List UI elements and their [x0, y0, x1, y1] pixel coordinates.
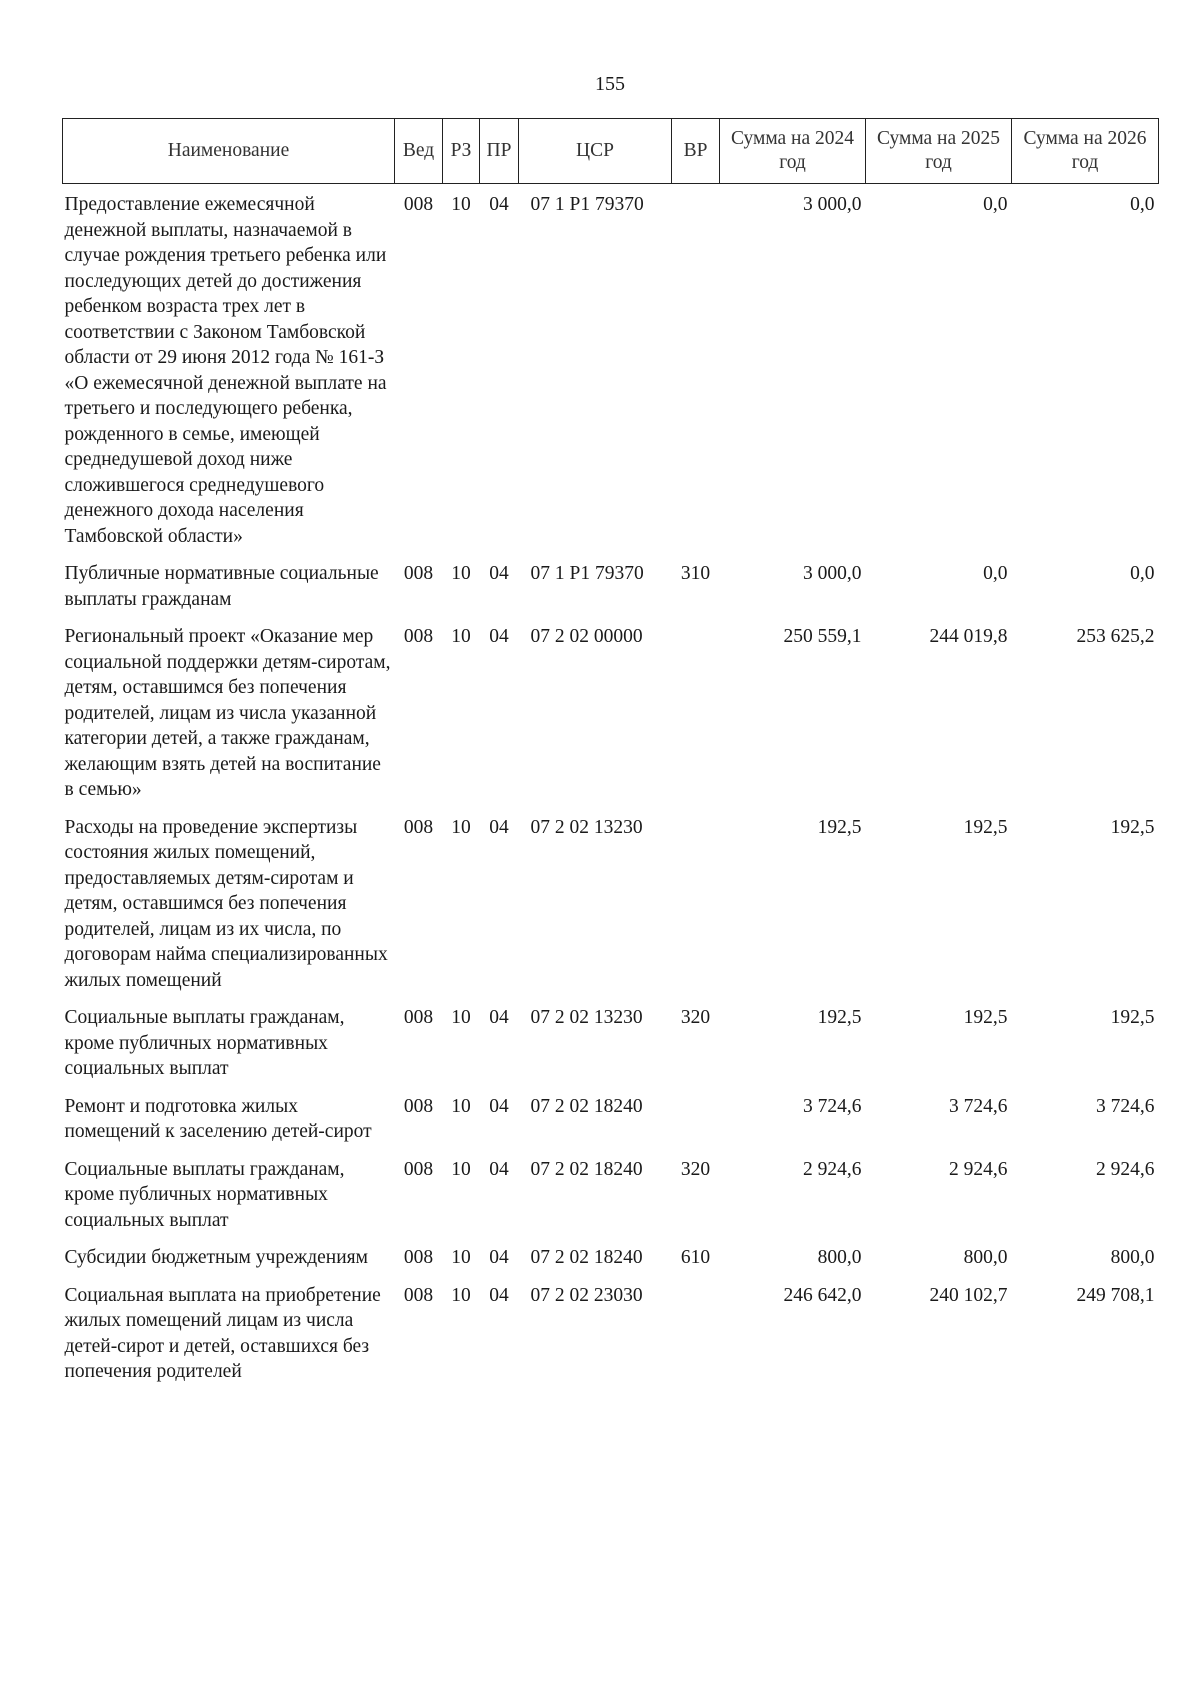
row-vr: [672, 1275, 720, 1389]
row-rz: 10: [451, 1247, 471, 1268]
table-row: [63, 1086, 1159, 1149]
row-rz: 10: [451, 563, 471, 584]
row-pr: 04: [489, 1158, 509, 1180]
row-ved: 008: [403, 1095, 434, 1117]
row-sum-2024: 3 724,6: [803, 1095, 862, 1117]
row-pr: 04: [489, 1247, 509, 1268]
row-sum-2026: 0,0: [1130, 563, 1155, 584]
row-vr: [672, 807, 720, 998]
row-vr: [672, 184, 720, 554]
row-csr: 07 2 02 13230: [530, 1007, 643, 1028]
row-sum-2024: 3 000,0: [803, 563, 862, 584]
header-sum-2024: Сумма на 2024 год: [720, 119, 866, 184]
row-vr: [672, 616, 720, 807]
header-rz: РЗ: [443, 119, 480, 184]
row-rz: 10: [451, 194, 471, 215]
row-ved: 008: [403, 1284, 434, 1306]
row-csr: 07 2 02 13230: [530, 816, 643, 838]
table-row: [63, 553, 1159, 616]
row-sum-2026: 2 924,6: [1096, 1158, 1155, 1180]
header-row: [63, 119, 1159, 184]
row-pr: 04: [489, 1095, 509, 1117]
header-csr: ЦСР: [519, 119, 672, 184]
row-pr: 04: [489, 626, 509, 647]
row-sum-2026: 192,5: [1110, 816, 1155, 838]
header-name: Наименование: [63, 119, 395, 184]
row-name: Предоставление ежемесячной денежной выплаты, назначаемой в случае рождения третьего ребенка или последующих детей до достижения ребенком возраста трех лет в соответствии с Законом Тамбовской области от 29 июня 2012 года № 161-З «О ежемесячной денежной выплате на третьего и последующего ребенка, рожденного в семье, имеющей среднедушевой доход ниже сложившегося среднедушевого денежного дохода населения Тамбовской области»: [64, 194, 387, 547]
table-row: [63, 184, 1159, 554]
row-sum-2026: 0,0: [1130, 194, 1155, 215]
row-rz: 10: [451, 626, 471, 647]
table-row: [63, 997, 1159, 1086]
row-pr: 04: [489, 1284, 509, 1306]
row-csr: 07 2 02 18240: [530, 1095, 643, 1117]
budget-table: [62, 118, 1159, 1389]
row-sum-2025: 0,0: [983, 563, 1008, 584]
row-csr: 07 2 02 18240: [530, 1158, 643, 1180]
row-sum-2024: 250 559,1: [783, 626, 862, 647]
row-sum-2025: 3 724,6: [949, 1095, 1008, 1117]
row-sum-2024: 246 642,0: [783, 1284, 862, 1306]
row-sum-2025: 0,0: [983, 194, 1008, 215]
row-csr: 07 1 Р1 79370: [530, 563, 644, 584]
row-csr: 07 2 02 18240: [530, 1247, 643, 1268]
row-rz: 10: [451, 816, 471, 838]
row-sum-2024: 192,5: [817, 1007, 862, 1028]
row-ved: 008: [403, 1158, 434, 1180]
row-name: Социальные выплаты гражданам, кроме публичных нормативных социальных выплат: [64, 1158, 345, 1231]
page-number: 155: [595, 73, 625, 95]
row-vr: [672, 1086, 720, 1149]
header-ved: Вед: [395, 119, 443, 184]
row-sum-2026: 800,0: [1110, 1247, 1155, 1268]
table-row: [63, 807, 1159, 998]
row-pr: 04: [489, 563, 509, 584]
row-name: Расходы на проведение экспертизы состояния жилых помещений, предоставляемых детям-сиротам и детям, оставшимся без попечения родителей, лицам из их числа, по договорам найма специализированных жилых помещений: [64, 816, 388, 991]
header-vr: ВР: [672, 119, 720, 184]
row-sum-2026: 192,5: [1110, 1007, 1155, 1028]
row-name: Ремонт и подготовка жилых помещений к заселению детей-сирот: [64, 1095, 372, 1142]
row-rz: 10: [451, 1007, 471, 1028]
row-sum-2024: 192,5: [817, 816, 862, 838]
row-csr: 07 2 02 00000: [530, 626, 643, 647]
row-sum-2024: 800,0: [817, 1247, 862, 1268]
row-pr: 04: [489, 194, 509, 215]
row-sum-2024: 2 924,6: [803, 1158, 862, 1180]
row-ved: 008: [403, 563, 434, 584]
row-ved: 008: [403, 1007, 434, 1028]
row-csr: 07 1 Р1 79370: [530, 194, 644, 215]
row-name: Субсидии бюджетным учреждениям: [64, 1247, 368, 1268]
row-vr: 310: [680, 563, 711, 584]
row-pr: 04: [489, 816, 509, 838]
row-rz: 10: [451, 1284, 471, 1306]
row-ved: 008: [403, 626, 434, 647]
row-rz: 10: [451, 1158, 471, 1180]
row-sum-2025: 2 924,6: [949, 1158, 1008, 1180]
row-pr: 04: [489, 1007, 509, 1028]
table-row: [63, 1275, 1159, 1389]
table-header: [63, 119, 1159, 184]
row-sum-2025: 192,5: [963, 816, 1008, 838]
table-body: [63, 184, 1159, 1389]
row-name: Социальная выплата на приобретение жилых помещений лицам из числа детей-сирот и детей, оставшихся без попечения родителей: [64, 1284, 381, 1382]
header-sum-2025: Сумма на 2025 год: [866, 119, 1012, 184]
row-vr: 320: [680, 1007, 711, 1028]
table-row: [63, 616, 1159, 807]
row-sum-2025: 192,5: [963, 1007, 1008, 1028]
row-vr: 610: [680, 1247, 711, 1268]
row-name: Публичные нормативные социальные выплаты гражданам: [64, 563, 379, 610]
row-ved: 008: [403, 1247, 434, 1268]
row-rz: 10: [451, 1095, 471, 1117]
row-csr: 07 2 02 23030: [530, 1284, 643, 1306]
row-name: Социальные выплаты гражданам, кроме публичных нормативных социальных выплат: [64, 1007, 345, 1079]
row-ved: 008: [403, 194, 434, 215]
row-sum-2025: 240 102,7: [929, 1284, 1008, 1306]
header-pr: ПР: [480, 119, 519, 184]
row-name: Региональный проект «Оказание мер социальной поддержки детям-сиротам, детям, оставшимся без попечения родителей, лицам из числа указанной категории детей, а также гражданам, желающим взять детей на воспитание в семью»: [64, 626, 391, 800]
row-sum-2026: 3 724,6: [1096, 1095, 1155, 1117]
row-sum-2025: 800,0: [963, 1247, 1008, 1268]
row-sum-2024: 3 000,0: [803, 194, 862, 215]
table-row: [63, 1237, 1159, 1275]
row-sum-2026: 253 625,2: [1076, 626, 1155, 647]
table-row: [63, 1149, 1159, 1238]
header-sum-2026: Сумма на 2026 год: [1012, 119, 1159, 184]
row-vr: 320: [680, 1158, 711, 1180]
row-sum-2025: 244 019,8: [929, 626, 1008, 647]
row-sum-2026: 249 708,1: [1076, 1284, 1155, 1306]
row-ved: 008: [403, 816, 434, 838]
